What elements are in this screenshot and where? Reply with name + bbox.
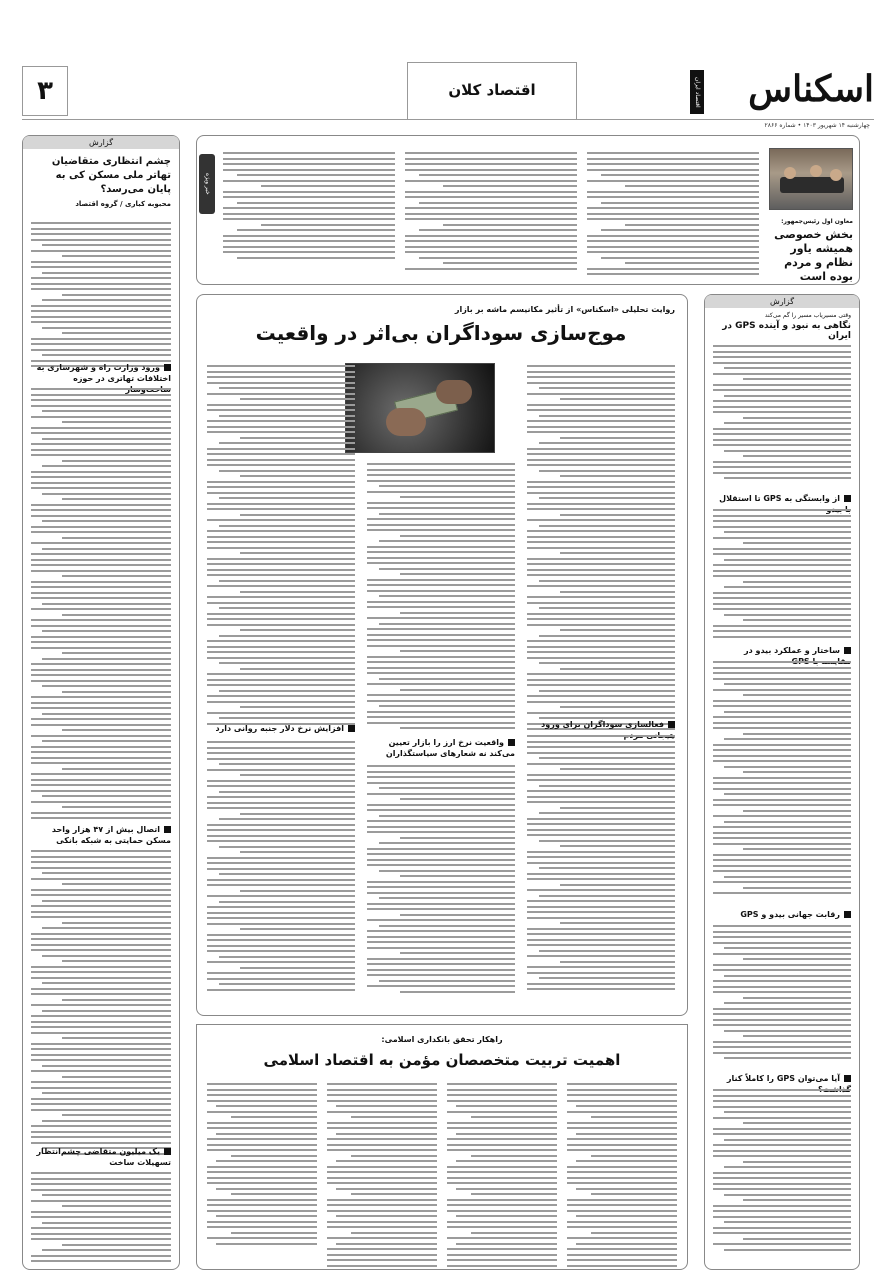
- right-column-title: نگاهی به نبود و آینده GPS در ایران: [722, 321, 851, 341]
- center-story-col-1: [527, 365, 675, 734]
- center-story-col-1b: [527, 735, 675, 994]
- right-column-kicker: وقتی مسیریاب مسیر را گم می‌کند: [764, 312, 851, 319]
- lead-story-photo: [769, 148, 853, 210]
- dateline: چهارشنبه ۱۴ شهریور ۱۴۰۳ • شماره ۲۸۶۶: [764, 122, 870, 129]
- right-column-text-5: [713, 1089, 851, 1254]
- center-story-photo: [345, 363, 495, 453]
- bottom-story-col-3: [327, 1083, 437, 1270]
- lead-story-col-1: [587, 152, 759, 279]
- page-number: ۳: [22, 66, 68, 116]
- right-column-text-4: [713, 925, 851, 1063]
- right-column-report: [704, 294, 860, 1270]
- left-column-byline: محبوبه کباری / گروه اقتصاد: [75, 200, 171, 208]
- right-column-text-1: [713, 345, 851, 483]
- masthead-logo: اسکناس: [748, 68, 874, 110]
- bottom-story-title: اهمیت تربیت متخصصان مؤمن به اقتصاد اسلامی: [263, 1051, 621, 1069]
- center-story-title: موج‌سازی سوداگران بی‌اثر در واقعیت: [255, 321, 627, 345]
- right-column-label: گزارش: [705, 295, 859, 308]
- left-column-text-1: [31, 222, 171, 371]
- left-column-text-2: [31, 388, 171, 823]
- section-title: اقتصاد کلان: [407, 62, 577, 120]
- bottom-story-kicker: راهکار تحقق بانکداری اسلامی:: [381, 1035, 503, 1044]
- center-story-col-3b: [207, 741, 355, 994]
- right-column-subhead-3: [713, 909, 851, 920]
- right-column-subhead-1-text: از وابستگی به GPS تا استقلال: [719, 494, 840, 503]
- left-column-title: چشم انتظاری متقاضیان تهاتر ملی مسکن کی به پایان می‌رسد؟: [51, 156, 171, 195]
- center-story-subhead-1-text: واقعیت نرخ ارز را بازار تعیین می‌کند نه شعارهای سیاستگذاران: [385, 738, 515, 758]
- left-column-subhead-3: [31, 1146, 171, 1168]
- lead-story-kicker: معاون اول رئیس‌جمهور:: [781, 218, 853, 225]
- center-story-box: [196, 294, 688, 1016]
- left-column-label: گزارش: [23, 136, 179, 149]
- right-column-text-3: [713, 661, 851, 898]
- center-story-col-3: [207, 365, 355, 728]
- center-story-col-2: [367, 463, 515, 733]
- center-story-subhead-1: [367, 737, 515, 759]
- lead-story-title: بخش خصوصی همیشه یاور نظام و مردم بوده است: [774, 228, 853, 283]
- right-column-subhead-4-text: آیا می‌توان GPS را کاملاً کنار: [726, 1074, 840, 1083]
- left-column-subhead-1-text: ورود وزارت راه و شهرسازی به اختلافات تهاتری در حوزه: [36, 363, 171, 383]
- lead-story-col-2: [405, 152, 577, 273]
- page-header: [22, 62, 874, 120]
- lead-story-box: [196, 135, 860, 285]
- lead-story-label: خبر ویژه: [199, 154, 215, 214]
- center-story-subhead-2: [207, 723, 355, 734]
- center-story-subhead-3-text: فعالسازی سوداگران برای ورود: [541, 720, 664, 729]
- masthead-tag: اقتصاد ایران: [690, 70, 704, 114]
- left-column-text-3: [31, 850, 171, 1158]
- left-column-subhead-3-text: یک میلیون متقاضی چشم‌انتظار تسهیلات ساخت: [36, 1147, 171, 1167]
- left-column-subhead-2: [31, 824, 171, 846]
- left-column-subhead-2-text: اتصال بیش از ۴۷ هزار واحد مسکن حمایتی به شبکه بانکی: [51, 825, 171, 845]
- masthead: [694, 68, 874, 116]
- lead-story-col-3: [223, 152, 395, 262]
- right-column-subhead-3-text: رقابت جهانی بیدو و GPS: [740, 910, 840, 919]
- center-story-col-2b: [367, 765, 515, 996]
- bottom-story-box: [196, 1024, 688, 1270]
- left-column-text-4: [31, 1172, 171, 1266]
- right-column-text-2: [713, 509, 851, 641]
- center-story-subhead-2-text: افزایش نرخ دلار جنبه روانی دارد: [215, 724, 344, 733]
- center-story-kicker: روایت تحلیلی «اسکناس» از تأثیر مکانیسم ماشه بر بازار: [454, 305, 675, 314]
- bottom-story-col-4: [207, 1083, 317, 1248]
- bottom-story-col-2: [447, 1083, 557, 1270]
- right-column-subhead-2-text: ساختار و عملکرد بیدو در: [743, 646, 840, 655]
- left-column-report: [22, 135, 180, 1270]
- bottom-story-col-1: [567, 1083, 677, 1270]
